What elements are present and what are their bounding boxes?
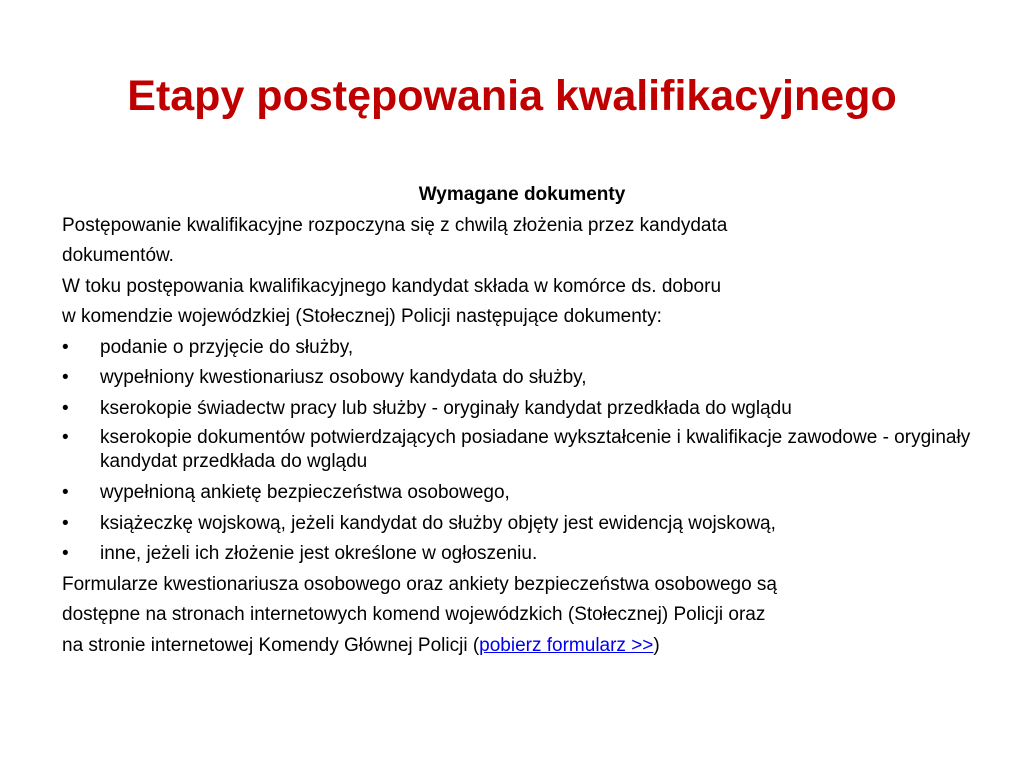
list-item-text: podanie o przyjęcie do służby, [100,336,354,358]
bullet-icon: • [62,482,69,503]
list-item-text: inne, jeżeli ich złożenie jest określone w ogłoszeniu. [100,543,538,564]
closing-line-3-prefix: na stronie internetowej Komendy Głównej Policji ( [62,634,480,656]
list-item [62,424,982,478]
bullet-icon: • [62,543,69,564]
list-item [62,539,982,570]
download-form-link[interactable]: pobierz formularz >> [479,634,654,656]
bullet-icon: • [62,427,69,448]
list-item [62,394,982,425]
closing-line-1: Formularze kwestionariusza osobowego oraz ankiety bezpieczeństwa osobowego są [62,573,777,595]
list-item-text: wypełnioną ankietę bezpieczeństwa osobowego, [100,482,510,503]
bullet-icon: • [62,397,69,419]
list-item-text: kserokopie dokumentów potwierdzających posiadane wykształcenie i kwalifikacje zawodowe - oryginały kandydat przedkłada do wglądu [100,427,971,472]
bullet-icon: • [62,512,69,534]
closing-line-3-suffix: ) [653,634,660,656]
closing-line-3 [62,631,982,662]
list-item-text: kserokopie świadectw pracy lub służby - oryginały kandydat przedkłada do wglądu [100,397,792,419]
bullet-icon: • [62,367,69,388]
bullet-icon: • [62,336,69,358]
list-item [62,333,982,364]
intro-line-2: dokumentów. [62,245,174,266]
intro-line-1: Postępowanie kwalifikacyjne rozpoczyna się z chwilą złożenia przez kandydata [62,214,728,236]
list-item-text: książeczkę wojskową, jeżeli kandydat do służby objęty jest ewidencją wojskową, [100,512,776,534]
list-item [62,478,982,509]
list-item [62,509,982,540]
section-subheading: Wymagane dokumenty [418,184,626,205]
document-list [62,333,982,570]
intro-line-3: W toku postępowania kwalifikacyjnego kandydat składa w komórce ds. doboru [62,275,722,297]
slide-title: Etapy postępowania kwalifikacyjnego [127,72,897,120]
list-item-text: wypełniony kwestionariusz osobowy kandydata do służby, [100,367,587,388]
list-item [62,363,982,394]
closing-line-2: dostępne na stronach internetowych komend wojewódzkich (Stołecznej) Policji oraz [62,604,766,625]
intro-line-4: w komendzie wojewódzkiej (Stołecznej) Policji następujące dokumenty: [62,306,662,327]
slide-content [62,180,982,661]
